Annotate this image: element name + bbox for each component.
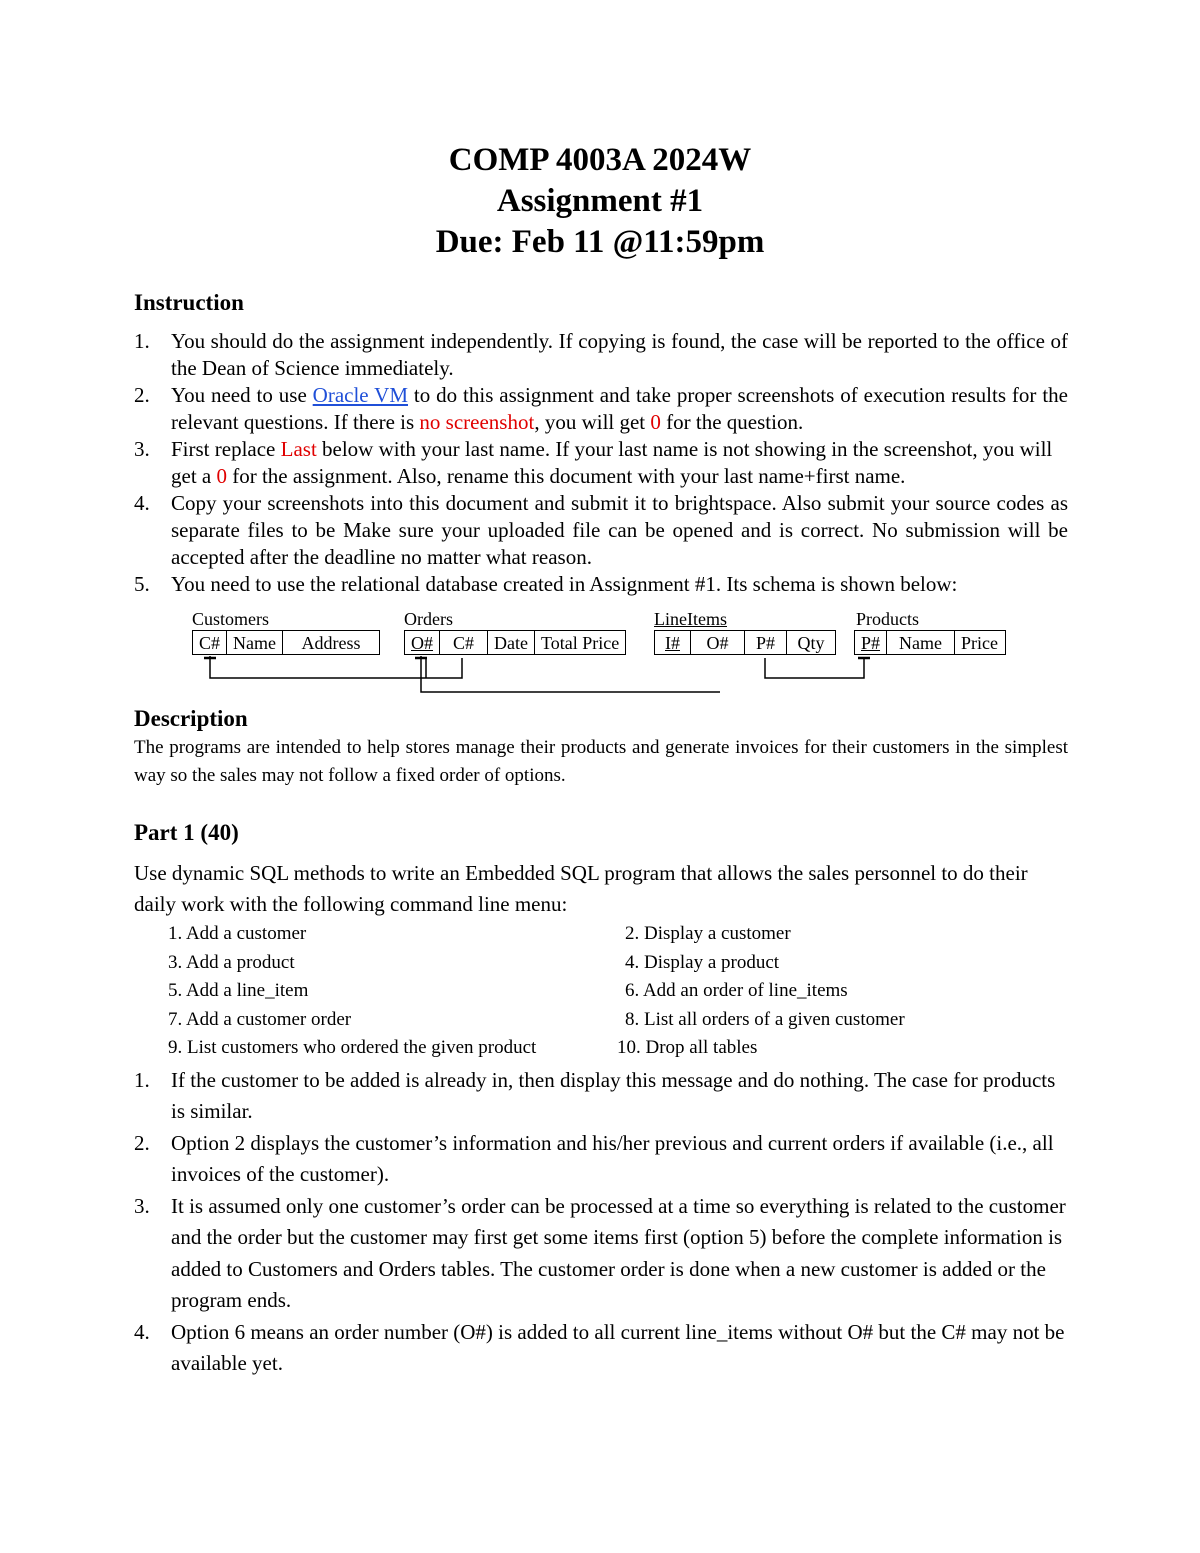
item-text: Option 6 means an order number (O#) is added to all current line_items without O# but the C# may not be available yet. — [171, 1319, 1065, 1375]
part1-item-4 — [134, 1317, 1068, 1380]
zero-highlight: 0 — [650, 410, 661, 434]
description-heading: Description — [134, 706, 248, 731]
table-name: Products — [856, 609, 919, 629]
item-number: 1. — [134, 1067, 150, 1092]
column-cell: C# — [439, 631, 487, 655]
item-text: You should do the assignment independently. If copying is found, the case will be reported to the office of the Dean of Science immediately. — [171, 329, 1068, 380]
item-text: Copy your screenshots into this document and submit it to brightspace. Also submit your source codes as separate files to be Make sure your uploaded file can be opened and is correct. No submission will be accepted after the deadline no matter what reason. — [171, 491, 1068, 569]
course-title: COMP 4003A 2024W — [448, 142, 752, 178]
table-name: Orders — [404, 609, 453, 629]
part1-item-3 — [134, 1191, 1068, 1317]
fk-line-customers-orders — [210, 656, 462, 678]
command-menu — [134, 920, 1068, 1063]
menu-option: 4. Display a product — [625, 951, 780, 973]
item-text: below with your last name. If your last name is not showing in the screenshot, you will get a — [171, 437, 1053, 488]
column-cell: Total Price — [534, 631, 626, 655]
part1-section — [134, 818, 1068, 1380]
item-number: 3. — [134, 437, 150, 461]
part1-heading: Part 1 (40) — [134, 820, 239, 845]
table-name: LineItems — [654, 609, 727, 629]
item-number: 4. — [134, 491, 150, 515]
instruction-list — [134, 328, 1068, 598]
column-cell: Qty — [786, 631, 836, 655]
assignment-title: Assignment #1 — [496, 183, 704, 219]
item-text: , you will get — [534, 410, 651, 434]
instruction-item-1 — [134, 328, 1068, 382]
title-block — [0, 140, 1200, 263]
menu-option: 9. List customers who ordered the given product — [168, 1037, 537, 1058]
column-cell: Name — [226, 631, 282, 655]
column-cell: Address — [282, 631, 380, 655]
item-text: You need to use the relational database created in Assignment #1. Its schema is shown below: — [171, 572, 958, 596]
item-number: 2. — [134, 383, 150, 407]
menu-option: 1. Add a customer — [168, 923, 307, 944]
oracle-vm-link[interactable]: Oracle VM — [312, 383, 408, 407]
item-text: Option 2 displays the customer’s information and his/her previous and current orders if available (i.e., all invoices of the customer). — [171, 1130, 1054, 1186]
menu-option: 10. Drop all tables — [617, 1037, 758, 1058]
schema-diagram — [134, 606, 1068, 694]
instruction-item-5 — [134, 571, 1068, 598]
description-text: The programs are intended to help stores manage their products and generate invoices for their customers in the simplest way so the sales may not follow a fixed order of options. — [134, 737, 1068, 786]
part1-list — [134, 1065, 1068, 1380]
no-screenshot-highlight: no screenshot — [419, 410, 535, 434]
zero-highlight: 0 — [216, 464, 227, 488]
column-cell: O# — [404, 631, 439, 655]
column-cell: I# — [654, 631, 690, 655]
menu-option: 5. Add a line_item — [168, 980, 309, 1001]
foreign-key-links — [134, 606, 1068, 694]
item-text: It is assumed only one customer’s order can be processed at a time so everything is related to the customer and the order but the customer may first get some items first (option 5) before the complete information is added to Customers and Orders tables. The customer order is done when a new customer is added or the program ends. — [171, 1193, 1066, 1312]
instruction-item-4 — [134, 490, 1068, 571]
document-content — [134, 288, 1068, 1380]
column-cell: P# — [854, 631, 886, 655]
instruction-item-2 — [134, 382, 1068, 436]
item-text: to do this assignment and take proper screenshots of execution results for the relevant questions. If there is — [171, 383, 1068, 434]
column-cell: C# — [192, 631, 226, 655]
fk-line-orders-lineitems — [421, 656, 720, 692]
item-number: 5. — [134, 572, 150, 596]
item-text: You need to use — [171, 383, 313, 407]
item-number: 4. — [134, 1319, 150, 1344]
fk-line-lineitems-products — [765, 658, 864, 678]
menu-option: 7. Add a customer order — [168, 1008, 352, 1030]
menu-option: 6. Add an order of line_items — [625, 980, 848, 1001]
item-text: for the question. — [660, 410, 804, 434]
column-cell: P# — [744, 631, 786, 655]
item-number: 1. — [134, 329, 150, 353]
item-text: First replace — [171, 437, 281, 461]
due-date: Due: Feb 11 @11:59pm — [435, 224, 765, 260]
column-cell: O# — [690, 631, 744, 655]
part1-intro: Use dynamic SQL methods to write an Embedded SQL program that allows the sales personnel to do their daily work with the following command line menu: — [134, 861, 1028, 916]
column-cell: Date — [487, 631, 534, 655]
item-text: If the customer to be added is already in, then display this message and do nothing. The case for products is similar. — [171, 1067, 1056, 1123]
menu-option: 2. Display a customer — [625, 923, 791, 944]
instruction-heading: Instruction — [134, 290, 244, 315]
part1-item-2 — [134, 1128, 1068, 1191]
item-number: 2. — [134, 1130, 150, 1155]
item-text: for the assignment. Also, rename this document with your last name+first name. — [226, 464, 906, 488]
item-number: 3. — [134, 1193, 150, 1218]
column-cell: Name — [886, 631, 954, 655]
table-name: Customers — [192, 609, 270, 629]
menu-option: 3. Add a product — [168, 951, 295, 973]
menu-option: 8. List all orders of a given customer — [625, 1008, 905, 1030]
column-cell: Price — [954, 631, 1006, 655]
part1-item-1 — [134, 1065, 1068, 1128]
last-highlight: Last — [280, 437, 317, 461]
instruction-item-3 — [134, 436, 1068, 490]
